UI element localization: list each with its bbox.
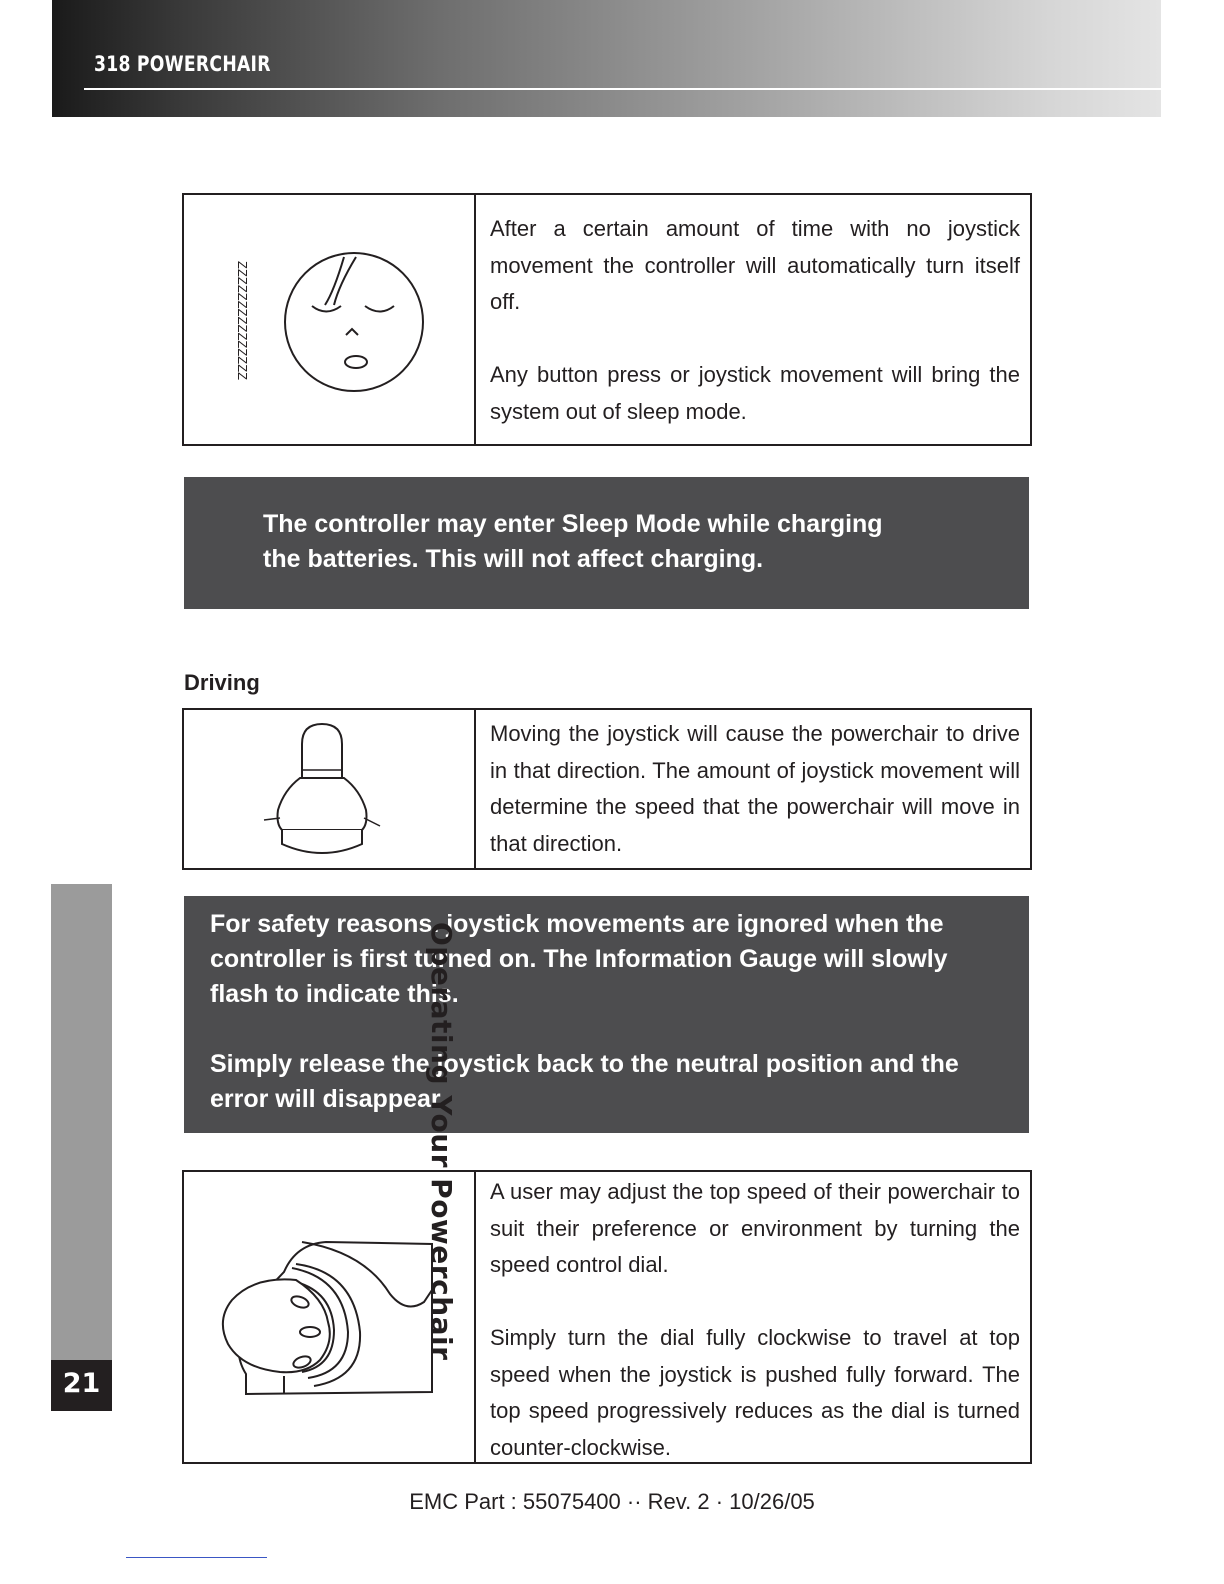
sleep-mode-note xyxy=(184,477,1029,609)
sleeping-face-icon xyxy=(184,195,474,444)
paragraph: After a certain amount of time with no joystick movement the controller will automatically turn itself off. xyxy=(490,216,1020,314)
note-paragraph: For safety reasons. joystick movements are ignored when the controller is first turned on. The Information Gauge will slowly flash to indicate this. xyxy=(210,910,948,1008)
section-heading: Driving xyxy=(184,670,260,695)
document-title: 318 POWERCHAIR xyxy=(94,52,271,76)
paragraph: Any button press or joystick movement will bring the system out of sleep mode. xyxy=(490,362,1020,424)
box-divider xyxy=(474,710,476,868)
sleep-mode-box xyxy=(182,193,1032,446)
page-number: 21 xyxy=(62,1368,101,1399)
paragraph: Moving the joystick will cause the powerchair to drive in that direction. The amount of joystick movement will determine the speed that the powerchair will move in that direction. xyxy=(490,721,1020,856)
footer-text: EMC Part : 55075400 ·· Rev. 2 · 10/26/05 xyxy=(409,1489,815,1514)
box-divider xyxy=(474,1172,476,1462)
chapter-title: Operating Your Powerchair xyxy=(425,922,458,1361)
note-paragraph: Simply release the joystick back to the neutral position and the error will disappear. xyxy=(210,1050,959,1113)
driving-box xyxy=(182,708,1032,870)
header-bar xyxy=(52,0,1161,117)
speed-control-text xyxy=(490,1174,1020,1466)
driving-text xyxy=(490,716,1020,862)
footer-link-line xyxy=(126,1557,267,1558)
paragraph: Simply turn the dial fully clockwise to travel at top speed when the joystick is pushed fully forward. The top speed progressively reduces as the dial is turned counter-clockwise. xyxy=(490,1325,1020,1460)
sleeping-face-illustration xyxy=(184,195,474,444)
note-line: The controller may enter Sleep Mode while charging xyxy=(263,510,883,538)
note-line: the batteries. This will not affect charging. xyxy=(263,545,764,573)
joystick-illustration xyxy=(184,710,474,868)
paragraph: A user may adjust the top speed of their powerchair to suit their preference or environment by turning the speed control dial. xyxy=(490,1179,1020,1277)
header-rule xyxy=(84,88,1161,90)
page-number-box xyxy=(51,1360,112,1411)
joystick-icon xyxy=(184,710,474,868)
sleep-mode-text xyxy=(490,211,1020,430)
snore-text: ZZZZZZZZZZZZZZZ xyxy=(235,261,250,381)
box-divider xyxy=(474,195,476,444)
